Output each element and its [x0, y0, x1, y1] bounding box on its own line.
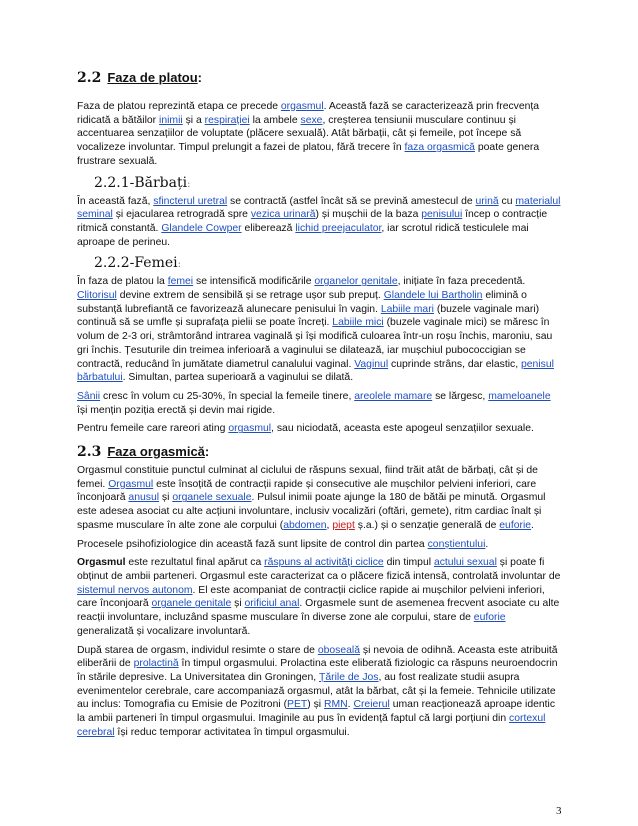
section-title: Faza orgasmică [107, 444, 205, 460]
paragraph-barbati: În această fază, sfincterul uretral se contractă (astfel încât să se prevină amestecul de urină cu materialul seminal și ejacularea retrogradă spre vezica urinară) și mușchii de la baza penisului încep o contracție ritmică constantă. Glandele Cowper eliberează lichid preejaculator, iar scrotul ridică testiculele mai aproape de perineu. [77, 195, 561, 248]
link-orgasmul-3[interactable]: Orgasmul [108, 478, 154, 490]
link-lichid-preejaculator[interactable]: lichid preejaculator [295, 222, 382, 234]
link-respiratiei[interactable]: respirației [204, 114, 250, 126]
link-euforie-2[interactable]: euforie [473, 612, 506, 624]
link-penisului[interactable]: penisului [421, 209, 463, 221]
link-piept[interactable]: piept [332, 519, 355, 531]
subsection-heading-barbati: 2.2.1-Bărbați: [94, 174, 191, 191]
link-rmn[interactable]: RMN [324, 699, 348, 711]
link-labiile-mici[interactable]: Labiile mici [332, 317, 384, 329]
link-inimii[interactable]: inimii [159, 114, 183, 126]
link-tarile-de-jos[interactable]: Țările de Jos [319, 671, 379, 683]
paragraph-sanii: Sânii cresc în volum cu 25-30%, în special la femeile tinere, areolele mamare se lărgesc, mameloanele își mențin poziția erectă și devin mai rigide. [77, 390, 551, 416]
link-euforie[interactable]: euforie [499, 519, 532, 531]
paragraph-orgasm-intro: Orgasmul constituie punctul culminat al ciclului de răspuns sexual, fiind trăit atât de bărbați, cât și de femei. Orgasmul este însoțită de contracții rapide și consecutive ale mușchilor pelvieni inferiori, care înconjoară anusul și organele sexuale. Pulsul inimii poate ajunge la 180 de bătăi pe minută. Orgasmul este adesea asociat cu alte acțiuni involuntare, inclusiv vocalizări (oftări, gemete), ritm cardiac înalt și spasme musculare în alte zone ale corpului (abdomen, piept ș.a.) și o senzație generală de euforie. [77, 465, 546, 531]
link-barbatului[interactable]: bărbatului [77, 372, 123, 384]
link-sanii[interactable]: Sânii [77, 390, 101, 402]
paragraph-procese: Procesele psihofiziologice din această fază sunt lipsite de control din partea conștientului. [77, 538, 489, 550]
link-glandele-bartholin[interactable]: Glandele lui Bartholin [383, 290, 483, 302]
link-orgasmul-2[interactable]: orgasmul [228, 423, 272, 435]
link-organelor-genitale[interactable]: organelor genitale [314, 276, 398, 288]
section-number: 2.3 [77, 444, 102, 461]
link-sfincterul-uretral[interactable]: sfincterul uretral [153, 195, 228, 207]
paragraph-faza-platou: Faza de platou reprezintă etapa ce precede orgasmul. Această fază se caracterizează prin frecvența ridicată a bătăilor inimii și a respirației la ambele sexe, creșterea tensiunii musculare continuu și accentuarea senzațiilor de voluptate (plăcere sexuală). Atât bărbații, cât și femeile, pot începe să vocalizeze involuntar. Timpul prelungit a fazei de platou, fără trecere în faza orgasmică poate genera frustrare sexuală. [77, 101, 540, 167]
link-sexe[interactable]: sexe [300, 114, 323, 126]
link-faza-orgasmica[interactable]: faza orgasmică [404, 142, 475, 154]
link-sistemul-nervos-autonom[interactable]: sistemul nervos autonom [77, 584, 193, 596]
link-raspuns-activitati-ciclice[interactable]: răspuns al activități ciclice [264, 557, 384, 569]
link-pet[interactable]: PET [287, 699, 308, 711]
link-abdomen[interactable]: abdomen [283, 519, 327, 531]
link-organele-sexuale[interactable]: organele sexuale [172, 492, 252, 504]
page-number: 3 [556, 805, 562, 817]
paragraph-orgasmul-rezultat: Orgasmul este rezultatul final apărut ca răspuns al activități ciclice din timpul actului sexual și poate fi obținut de ambii parteneri. Orgasmul este caracterizat ca o plăcere fizică intensă, controlată involuntar de sistemul nervos autonom. El este acompaniat de contracții ciclice rapide ai mușchilor pelvieni inferiori, care înconjoară organele genitale și orificiul anal. Orgasmele sunt de asemenea frecvent asociate cu alte reacții involuntare, incluzând spasme musculare în diverse zone ale corpului, stare de euforie generalizată și vocalizare involuntară. [77, 557, 561, 637]
link-penisul[interactable]: penisul [521, 358, 554, 370]
link-urina[interactable]: urină [475, 195, 499, 207]
link-creierul[interactable]: Creierul [353, 699, 390, 711]
paragraph-apogeu: Pentru femeile care rareori ating orgasmul, sau niciodată, aceasta este apogeul senzațiilor sexuale. [77, 423, 534, 435]
link-actului-sexual[interactable]: actului sexual [433, 557, 497, 569]
paragraph-dupa-orgasm: După starea de orgasm, individul resimte o stare de oboseală și nevoia de odihnă. Aceasta este atribuită eliberării de prolactină în timpul orgasmului. Prolactina este eliberată fiziologic ca răspuns neuroendocrin în stările depresive. La Universitatea din Groningen, Țările de Jos, au fost realizate studii asupra evenimentelor cerebrale, care accompaniază orgasmul, atât la bărbat, cât și la femeie. Tehnicile utilizate au inclus: Tomografia cu Emisie de Pozitroni (PET) și RMN. Creierul uman reacționează aproape identic la ambii parteneri în timpul orgasmului. Imaginile au pus în evidență faptul că largi porțiuni din cortexul cerebral își reduc temporar activitatea în timpul orgasmului. [77, 644, 558, 738]
link-orgasmul[interactable]: orgasmul [280, 101, 324, 112]
link-orificiul-anal[interactable]: orificiul anal [244, 598, 300, 610]
link-glandele-cowper[interactable]: Glandele Cowper [161, 222, 242, 234]
paragraph-femei: În faza de platou la femei se intensifică modificările organelor genitale, inițiate în faza precedentă. Clitorisul devine extrem de sensibilă și se retrage ușor sub prepuț. Glandele lui Bartholin elimină o substanță lubrefiantă ce favorizează alunecare penisului în vagin. Labiile mari (buzele vaginale mari) continuă să se umfle și suprafața pielii se poate încreți. Labiile mici (buzele vaginale mici) se măresc în volum de 2-3 ori, strâmtorând intrarea vaginală și își modifică culoarea într-un roșu închis, maroniu, sau gri închis. Țesuturile din treimea inferioară a vaginului se dilatează, iar mușchiul pubococcigian se contractă, reducând în jumătate diametrul canalului vaginal. Vaginul cuprinde strâns, dar elastic, penisul bărbatului. Simultan, partea superioară a vaginului se dilată. [77, 276, 554, 384]
link-mameloanele[interactable]: mameloanele [488, 390, 551, 402]
link-clitorisul[interactable]: Clitorisul [77, 290, 117, 302]
link-organele-genitale[interactable]: organele genitale [151, 598, 232, 610]
link-vezica-urinara[interactable]: vezica urinară [250, 209, 316, 221]
link-areolele-mamare[interactable]: areolele mamare [354, 390, 433, 402]
link-prolactina[interactable]: prolactină [133, 658, 179, 670]
link-cortexul-cerebral[interactable]: cortexul cerebral [77, 713, 546, 738]
document-page [77, 70, 563, 739]
link-constientului[interactable]: conștientului [427, 538, 486, 550]
link-femei[interactable]: femei [167, 276, 194, 288]
section-number: 2.2 [77, 70, 102, 86]
link-vaginul[interactable]: Vaginul [354, 358, 389, 370]
subsection-heading-femei: 2.2.2-Femei: [94, 255, 182, 272]
link-labiile-mari[interactable]: Labiile mari [380, 303, 434, 315]
link-materialul-seminal[interactable]: materialul seminal [77, 195, 561, 221]
link-anusul[interactable]: anusul [128, 492, 160, 504]
section-heading-2-2: 2.2 Faza de platou: [77, 70, 202, 86]
section-heading-2-3: 2.3 Faza orgasmică: [77, 444, 210, 461]
link-oboseala[interactable]: oboseală [317, 644, 361, 656]
section-title: Faza de platou [107, 70, 198, 85]
